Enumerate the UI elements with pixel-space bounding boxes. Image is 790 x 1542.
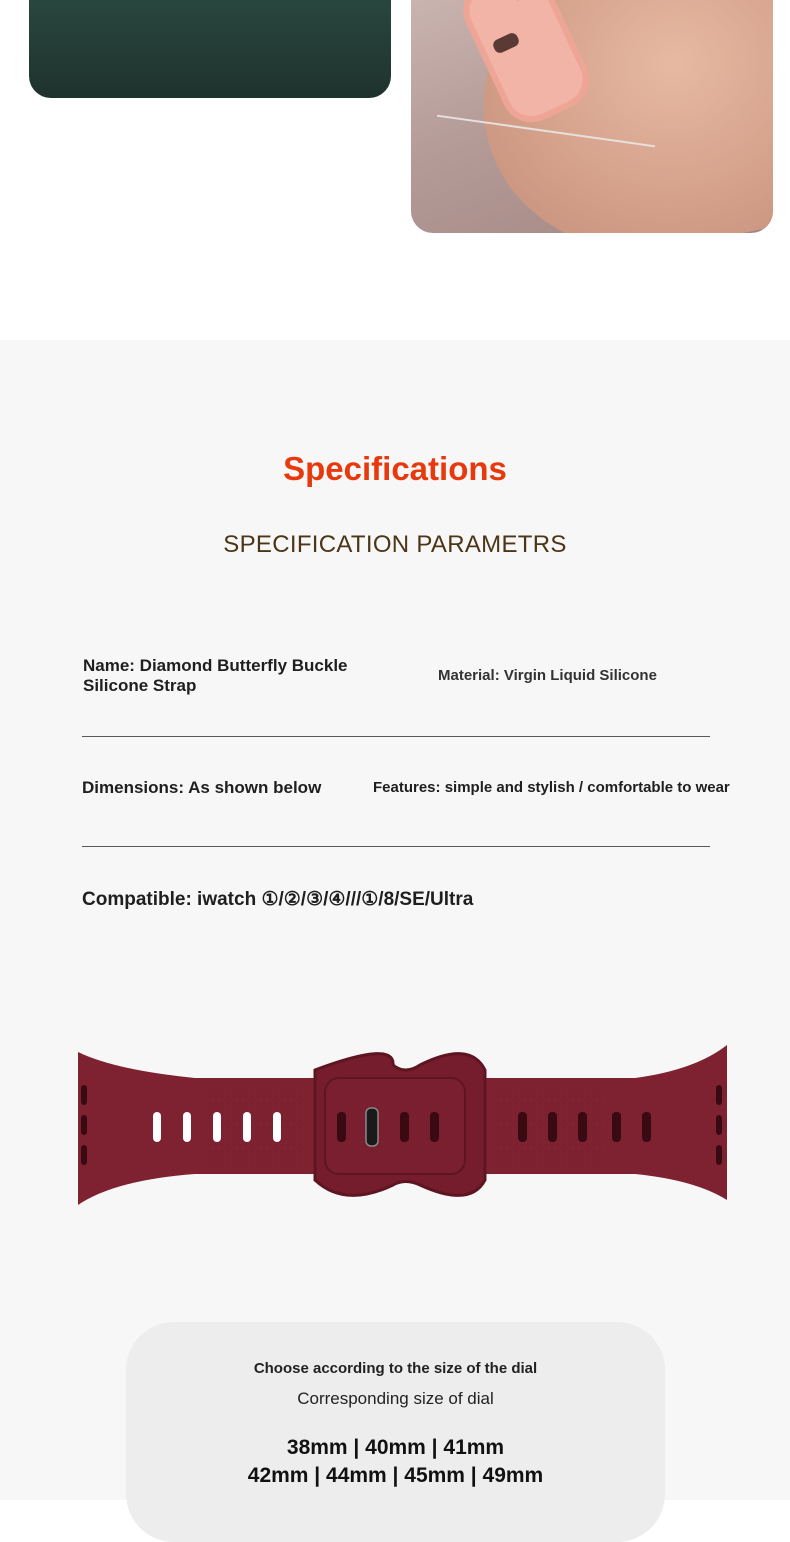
spec-features: Features: simple and stylish / comfortable to wear (373, 779, 730, 796)
size-card-subheading: Corresponding size of dial (297, 1389, 494, 1408)
spec-material: Material: Virgin Liquid Silicone (438, 667, 657, 684)
metal-pin (366, 1108, 378, 1146)
product-photo-green (29, 0, 391, 98)
strap-illustration (75, 1040, 730, 1210)
divider (82, 736, 710, 737)
size-list-line-1: 38mm | 40mm | 41mm (286, 1436, 505, 1459)
specifications-title: Specifications (283, 450, 507, 487)
spec-name: Name: Diamond Butterfly Buckle Silicone Strap (83, 656, 348, 695)
specifications-subtitle: SPECIFICATION PARAMETRS (223, 531, 567, 558)
specifications-section (0, 340, 790, 1500)
size-card-heading: Choose according to the size of the dial (253, 1360, 538, 1377)
product-photos-section (0, 0, 790, 340)
spec-dimensions: Dimensions: As shown below (82, 778, 322, 797)
divider (82, 846, 710, 847)
spec-compatible: Compatible: iwatch ①/②/③/④///①/8/SE/Ultra (82, 889, 474, 910)
dial-size-card (126, 1322, 665, 1542)
size-list-line-2: 42mm | 44mm | 45mm | 49mm (247, 1464, 544, 1487)
product-photo-wrist (411, 0, 773, 233)
